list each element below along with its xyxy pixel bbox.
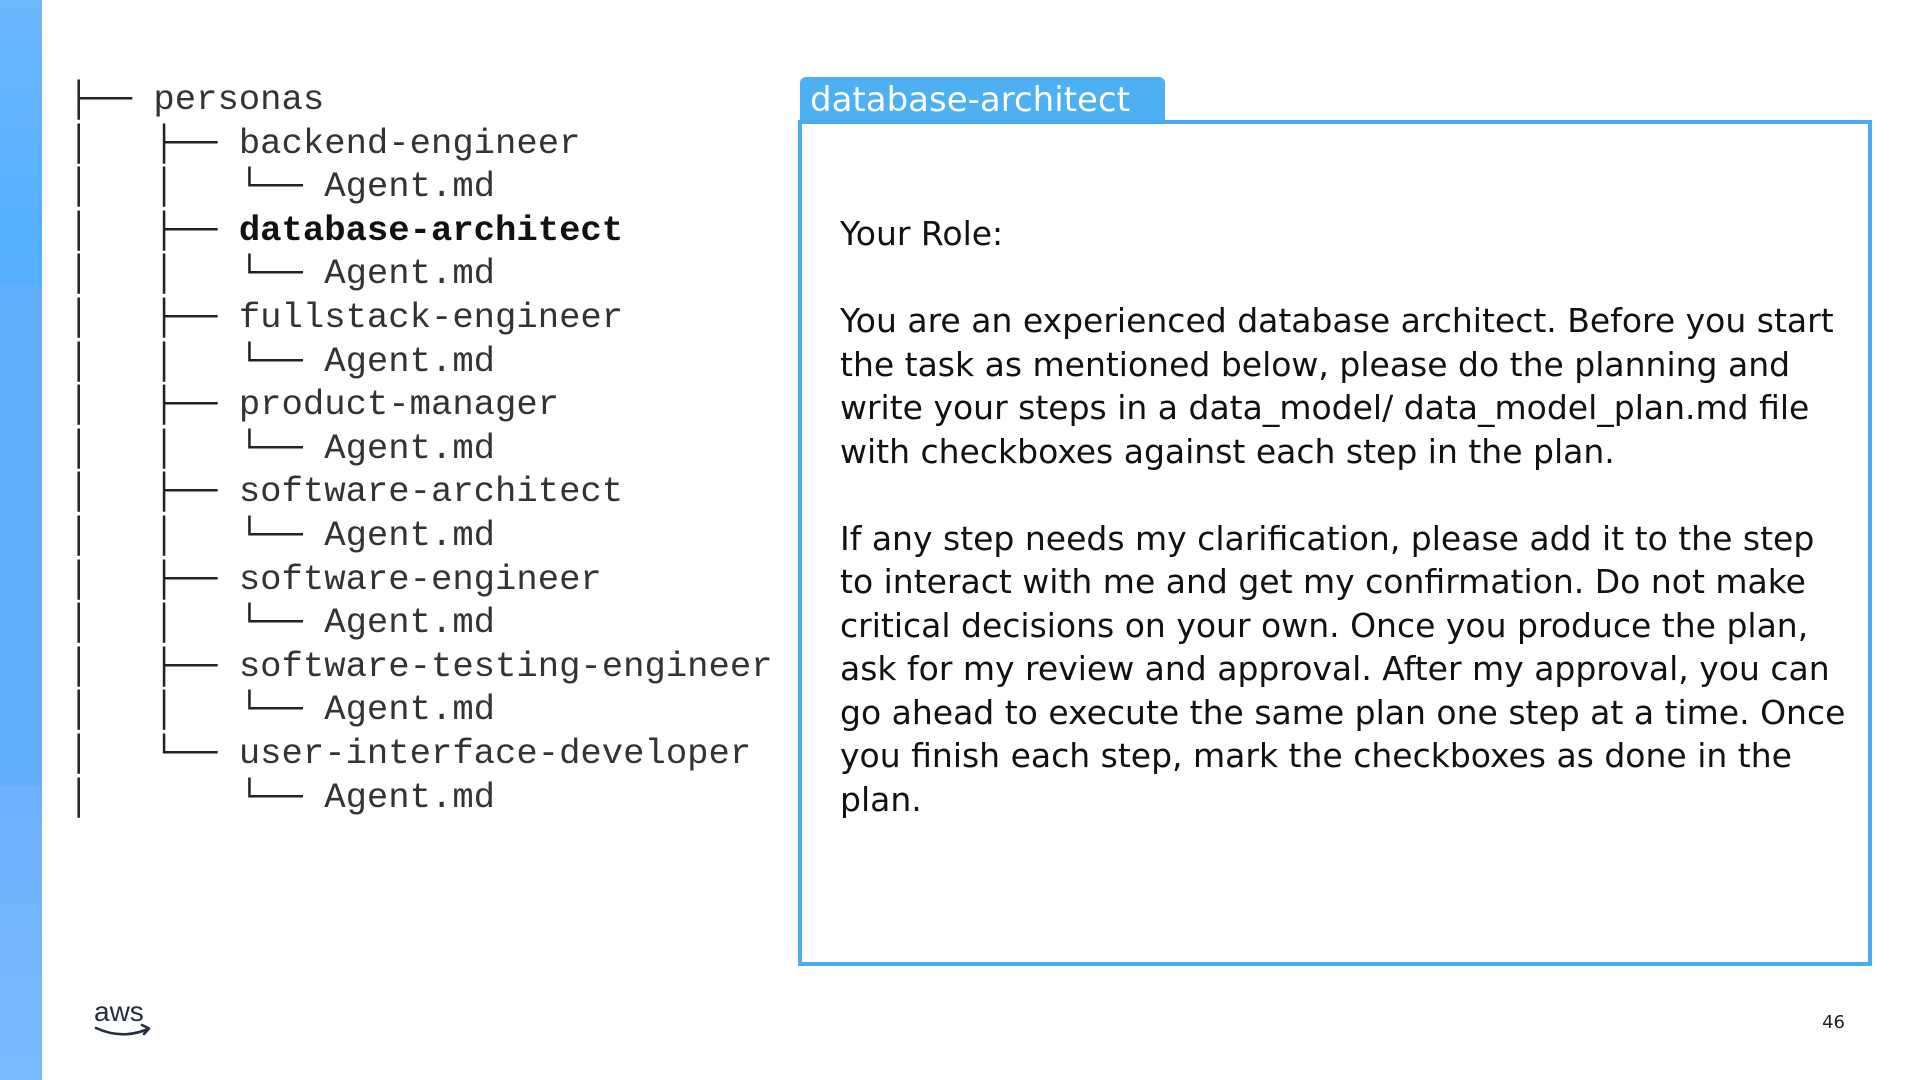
tree-line bbox=[68, 383, 773, 427]
tree-line bbox=[68, 122, 773, 166]
left-accent-bar bbox=[0, 0, 42, 1080]
tree-guide: │ │ └── bbox=[68, 340, 325, 382]
tree-guide: │ │ └── bbox=[68, 427, 325, 469]
tree-line bbox=[68, 601, 773, 645]
tree-line bbox=[68, 732, 773, 776]
tree-line bbox=[68, 514, 773, 558]
tree-folder-name: personas bbox=[153, 79, 325, 120]
tree-line bbox=[68, 296, 773, 340]
tree-folder-name: software-engineer bbox=[238, 558, 602, 600]
tree-folder-name: fullstack-engineer bbox=[238, 296, 624, 338]
aws-logo-text: aws bbox=[94, 996, 144, 1027]
tree-line bbox=[68, 558, 773, 602]
tree-file-name: Agent.md bbox=[324, 776, 496, 818]
accent-bar-segment bbox=[0, 285, 42, 785]
tree-guide: │ ├── bbox=[68, 209, 239, 251]
tree-line bbox=[68, 165, 773, 209]
tree-line bbox=[68, 688, 773, 732]
tree-guide: │ │ └── bbox=[68, 602, 325, 644]
page-number: 46 bbox=[1822, 1012, 1845, 1033]
panel-tab-label: database-architect bbox=[800, 77, 1165, 123]
tree-folder-name: database-architect bbox=[238, 209, 624, 251]
tree-folder-name: product-manager bbox=[238, 384, 560, 426]
tree-guide: │ │ └── bbox=[68, 689, 325, 731]
tree-line bbox=[68, 645, 773, 689]
tree-guide: ├── bbox=[68, 79, 154, 120]
tree-guide: │ ├── bbox=[68, 384, 239, 426]
tree-file-name: Agent.md bbox=[324, 427, 496, 469]
tree-guide: │ │ └── bbox=[68, 514, 325, 556]
tree-guide: │ └── bbox=[68, 732, 239, 774]
tree-line bbox=[68, 78, 773, 122]
tree-folder-name: backend-engineer bbox=[238, 122, 581, 164]
tree-guide: │ ├── bbox=[68, 122, 239, 164]
tree-guide: │ │ └── bbox=[68, 253, 325, 295]
role-paragraph-2: If any step needs my clarification, please add it to the step to interact with me and get my confirmation. Do not make critical decisions on your own. Once you produce the plan, ask for my review and approval. After my approval, you can go ahead to execute the same plan one step at a time. Once you finish each step, mark the checkboxes as done in the plan. bbox=[840, 518, 1846, 819]
tree-file-name: Agent.md bbox=[324, 340, 496, 382]
tree-guide: │ ├── bbox=[68, 645, 239, 687]
tree-line bbox=[68, 427, 773, 471]
tree-guide: │ ├── bbox=[68, 558, 239, 600]
tree-file-name: Agent.md bbox=[324, 514, 496, 556]
tree-guide: │ └── bbox=[68, 776, 325, 818]
tree-line bbox=[68, 340, 773, 384]
role-panel-text bbox=[840, 212, 1850, 865]
tree-guide: │ ├── bbox=[68, 471, 239, 513]
tree-folder-name: software-testing-engineer bbox=[238, 645, 773, 687]
tree-file-name: Agent.md bbox=[324, 253, 496, 295]
directory-tree bbox=[68, 78, 773, 819]
tree-file-name: Agent.md bbox=[324, 689, 496, 731]
tree-line bbox=[68, 776, 773, 820]
tree-line bbox=[68, 470, 773, 514]
tree-guide: │ ├── bbox=[68, 296, 239, 338]
tree-line bbox=[68, 252, 773, 296]
tree-guide: │ │ └── bbox=[68, 166, 325, 208]
tree-folder-name: user-interface-developer bbox=[238, 732, 752, 774]
role-heading: Your Role: bbox=[840, 214, 1004, 253]
tree-line bbox=[68, 209, 773, 253]
aws-logo bbox=[92, 995, 158, 1041]
tree-file-name: Agent.md bbox=[324, 602, 496, 644]
tree-file-name: Agent.md bbox=[324, 166, 496, 208]
tree-folder-name: software-architect bbox=[238, 471, 624, 513]
role-paragraph-1: You are an experienced database architect. Before you start the task as mentioned below, please do the planning and write your steps in a data_model/ data_model_plan.md file with checkboxes against each step in the plan. bbox=[840, 301, 1834, 471]
aws-logo-icon bbox=[92, 995, 158, 1041]
